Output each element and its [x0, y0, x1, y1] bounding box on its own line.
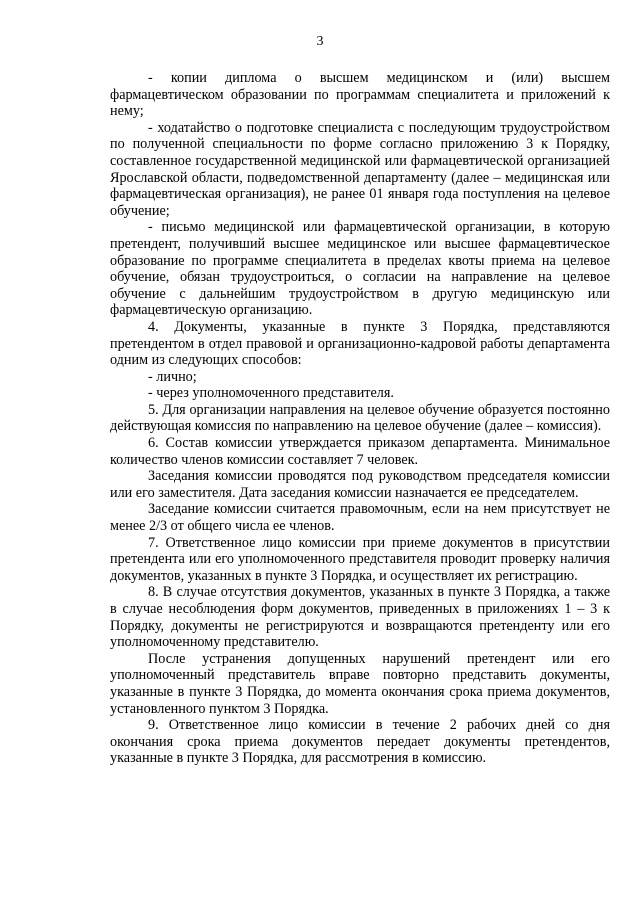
paragraph-in-person: - лично;: [148, 368, 197, 385]
paragraph-meetings: Заседания комиссии проводятся под руководством председателя комиссии или его заместителя. Дата заседания комиссии назначается ее председателем.: [110, 468, 610, 501]
paragraph-item-5: 5. Для организации направления на целевое обучение образуется постоянно действующая комиссия по направлению на целевое обучение (далее – комиссия).: [110, 401, 610, 435]
paragraph-diploma-copies: - копии диплома о высшем медицинском и (или) высшем фармацевтическом образовании по программам специалитета и приложений к нему;: [110, 70, 610, 120]
paragraph-via-representative: - через уполномоченного представителя.: [148, 385, 394, 402]
paragraph-item-6: 6. Состав комиссии утверждается приказом департамента. Минимальное количество членов комиссии составляет 7 человек.: [110, 435, 610, 468]
document-body: [110, 70, 610, 767]
page-number: 3: [316, 34, 324, 49]
paragraph-item-4: 4. Документы, указанные в пункте 3 Порядка, представляются претендентом в отдел правовой и организационно-кадровой работы департамента одним из следующих способов:: [110, 318, 610, 369]
paragraph-petition: - ходатайство о подготовке специалиста с последующим трудоустройством по полученной специальности по форме согласно приложению 3 к Порядку, составленное государственной медицинской или фармацевтической организацией Ярославской области, подведомственной департаменту (далее – медицинская или фармацевтическая организация), не ранее 01 января года поступления на целевое обучение;: [110, 119, 610, 219]
paragraph-item-8: 8. В случае отсутствия документов, указанных в пункте 3 Порядка, а также в случае несоблюдения форм документов, приведенных в приложениях 1 – 3 к Порядку, документы не регистрируются и возвращаются претенденту или его уполномоченному представителю.: [110, 584, 610, 651]
paragraph-item-9: 9. Ответственное лицо комиссии в течение 2 рабочих дней со дня окончания срока приема документов передает документы претендентов, указанные в пункте 3 Порядка, для рассмотрения в комиссию.: [110, 717, 610, 767]
paragraph-item-7: 7. Ответственное лицо комиссии при приеме документов в присутствии претендента или его уполномоченного представителя проводит проверку наличия документов, указанных в пункте 3 Порядка, и осуществляет их регистрацию.: [110, 534, 610, 584]
paragraph-resubmission: После устранения допущенных нарушений претендент или его уполномоченный представитель вправе повторно представить документы, указанные в пункте 3 Порядка, до момента окончания срока приема документов, установленного пунктом 3 Порядка.: [110, 650, 610, 717]
paragraph-consent-letter: - письмо медицинской или фармацевтической организации, в которую претендент, получивший высшее медицинское или высшее фармацевтическое образование по программе специалитета в пределах квоты приема на целевое обучение, обязан трудоустроиться, о согласии на направление на целевое обучение с дальнейшим трудоустройством в другую медицинскую или фармацевтическую организацию.: [110, 219, 610, 319]
paragraph-quorum: Заседание комиссии считается правомочным, если на нем присутствует не менее 2/3 от общего числа ее членов.: [110, 501, 610, 535]
